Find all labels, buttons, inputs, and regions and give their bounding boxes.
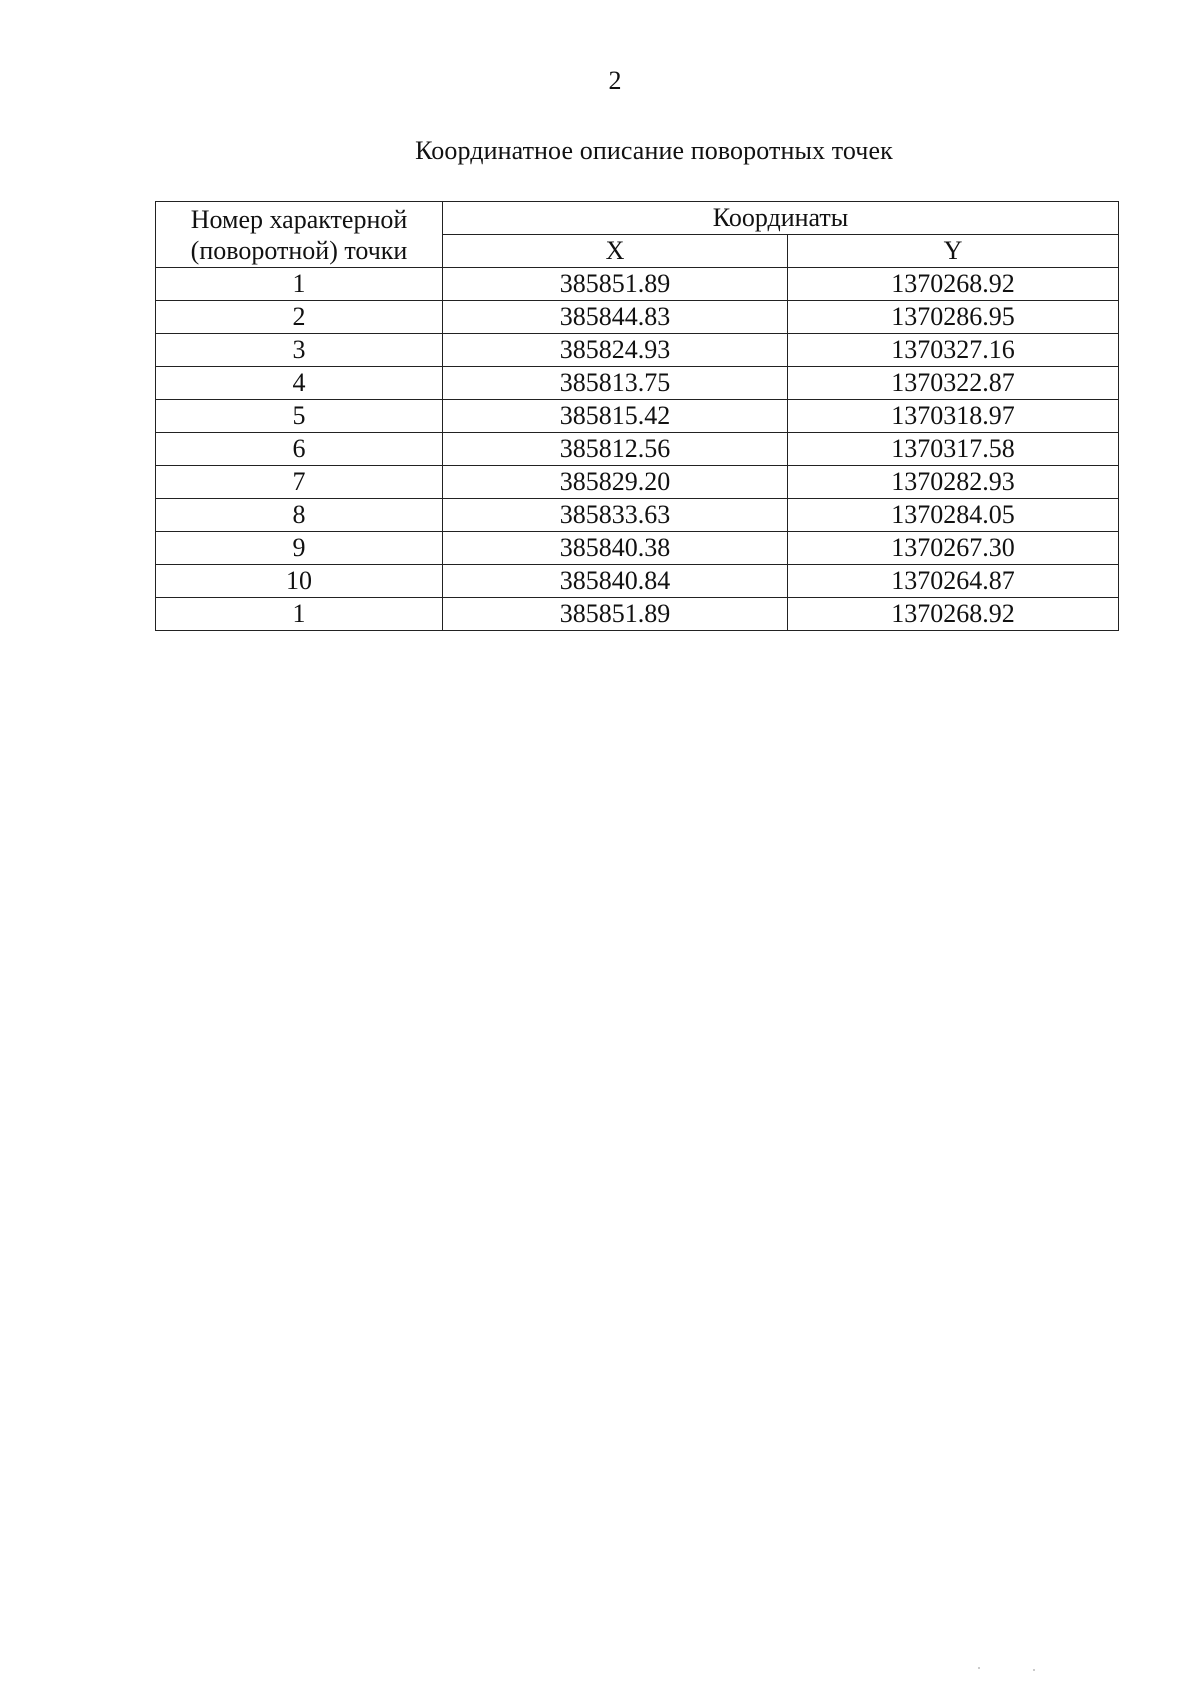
y-coordinate-cell: 1370267.30 xyxy=(788,532,1119,565)
table-row xyxy=(156,334,1119,367)
x-coordinate-cell: 385840.38 xyxy=(443,532,788,565)
table-body xyxy=(156,268,1119,631)
point-number-cell: 7 xyxy=(156,466,443,499)
point-number-cell: 6 xyxy=(156,433,443,466)
point-number-cell: 3 xyxy=(156,334,443,367)
point-number-cell: 4 xyxy=(156,367,443,400)
x-coordinate-cell: 385829.20 xyxy=(443,466,788,499)
header-point-number xyxy=(156,202,443,268)
document-title: Координатное описание поворотных точек xyxy=(415,136,893,165)
y-coordinate-cell: 1370264.87 xyxy=(788,565,1119,598)
table-row xyxy=(156,268,1119,301)
x-coordinate-cell: 385851.89 xyxy=(443,598,788,631)
table-row xyxy=(156,499,1119,532)
header-point-number-line1: Номер характерной xyxy=(190,204,408,234)
x-coordinate-cell: 385812.56 xyxy=(443,433,788,466)
y-coordinate-cell: 1370327.16 xyxy=(788,334,1119,367)
header-point-number-line2: (поворотной) точки xyxy=(190,235,408,265)
x-coordinate-cell: 385844.83 xyxy=(443,301,788,334)
table-row xyxy=(156,367,1119,400)
table-row xyxy=(156,301,1119,334)
point-number-cell: 9 xyxy=(156,532,443,565)
header-coordinates: Координаты xyxy=(443,202,1119,235)
point-number-cell: 10 xyxy=(156,565,443,598)
y-coordinate-cell: 1370268.92 xyxy=(788,598,1119,631)
y-coordinate-cell: 1370268.92 xyxy=(788,268,1119,301)
table-row xyxy=(156,400,1119,433)
coordinates-table xyxy=(155,201,1119,631)
x-coordinate-cell: 385813.75 xyxy=(443,367,788,400)
table-row xyxy=(156,598,1119,631)
x-coordinate-cell: 385840.84 xyxy=(443,565,788,598)
point-number-cell: 2 xyxy=(156,301,443,334)
table-row xyxy=(156,433,1119,466)
x-coordinate-cell: 385851.89 xyxy=(443,268,788,301)
point-number-cell: 8 xyxy=(156,499,443,532)
header-x: X xyxy=(443,235,788,268)
scan-speck xyxy=(1033,1669,1035,1671)
page-number: 2 xyxy=(608,66,622,95)
table-row xyxy=(156,466,1119,499)
x-coordinate-cell: 385824.93 xyxy=(443,334,788,367)
y-coordinate-cell: 1370282.93 xyxy=(788,466,1119,499)
scan-speck xyxy=(978,1667,980,1669)
y-coordinate-cell: 1370318.97 xyxy=(788,400,1119,433)
table-header xyxy=(156,202,1119,268)
table-row xyxy=(156,532,1119,565)
point-number-cell: 1 xyxy=(156,598,443,631)
y-coordinate-cell: 1370284.05 xyxy=(788,499,1119,532)
point-number-cell: 5 xyxy=(156,400,443,433)
y-coordinate-cell: 1370317.58 xyxy=(788,433,1119,466)
y-coordinate-cell: 1370286.95 xyxy=(788,301,1119,334)
point-number-cell: 1 xyxy=(156,268,443,301)
y-coordinate-cell: 1370322.87 xyxy=(788,367,1119,400)
x-coordinate-cell: 385815.42 xyxy=(443,400,788,433)
header-y: Y xyxy=(788,235,1119,268)
x-coordinate-cell: 385833.63 xyxy=(443,499,788,532)
table-row xyxy=(156,565,1119,598)
